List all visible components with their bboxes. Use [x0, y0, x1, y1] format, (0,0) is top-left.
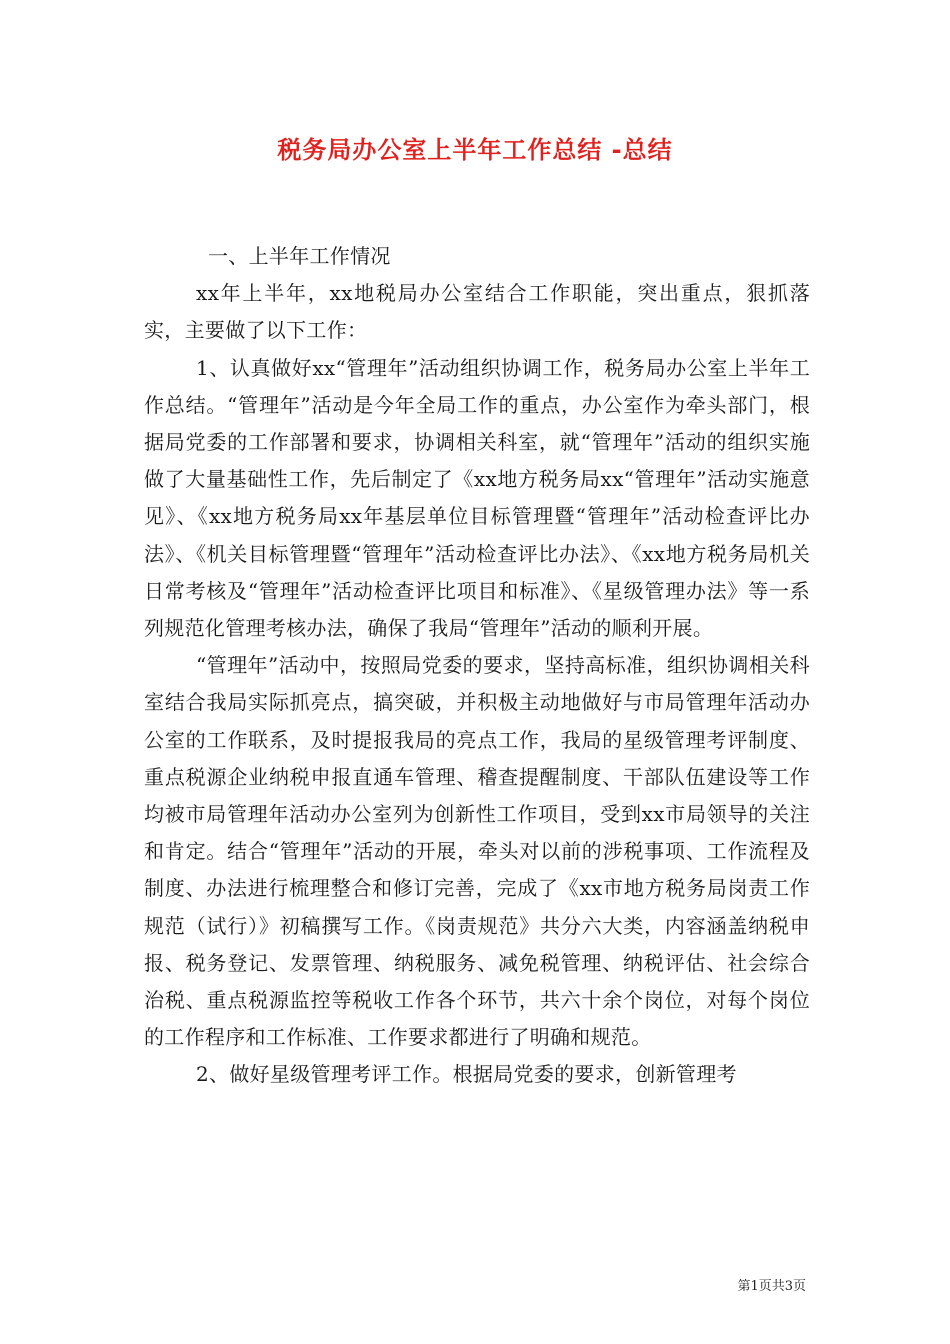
paragraph-item-2: 2、做好星级管理考评工作。根据局党委的要求，创新管理考 [196, 1062, 737, 1087]
document-title: 税务局办公室上半年工作总结 -总结 [277, 136, 673, 164]
paragraph-intro: xx年上半年，xx地税局办公室结合工作职能，突出重点，狠抓落实，主要做了以下工作： [144, 281, 810, 343]
section-heading: 一、上半年工作情况 [208, 244, 391, 268]
page-number: 第1页共3页 [737, 1279, 806, 1294]
paragraph-item-1: 1、认真做好xx“管理年”活动组织协调工作，税务局办公室上半年工作总结。“管理年”活动是今年全局工作的重点，办公室作为牵头部门，根据局党委的工作部署和要求，协调相关科室，就“管理年”活动的组织实施做了大量基础性工作，先后制定了《xx地方税务局xx“管理年”活动实施意见》、《xx地方税务局xx年基层单位目标管理暨“管理年”活动检查评比办法》、《机关目标管理暨“管理年”活动检查评比办法》、《xx地方税务局机关日常考核及“管理年”活动检查评比项目和标准》、《星级管理办法》等一系列规范化管理考核办法，确保了我局“管理年”活动的顺利开展。 [144, 355, 810, 641]
document-body [144, 238, 810, 1094]
paragraph-management-year: “管理年”活动中，按照局党委的要求，坚持高标准，组织协调相关科室结合我局实际抓亮点，搞突破，并积极主动地做好与市局管理年活动办公室的工作联系，及时提报我局的亮点工作，我局的星级管理考评制度、重点税源企业纳税申报直通车管理、稽查提醒制度、干部队伍建设等工作均被市局管理年活动办公室列为创新性工作项目，受到xx市局领导的关注和肯定。结合“管理年”活动的开展，牵头对以前的涉税事项、工作流程及制度、办法进行梳理整合和修订完善，完成了《xx市地方税务局岗责工作规范（试行）》初稿撰写工作。《岗责规范》共分六大类，内容涵盖纳税申报、税务登记、发票管理、纳税服务、减免税管理、纳税评估、社会综合治税、重点税源监控等税收工作各个环节，共六十余个岗位，对每个岗位的工作程序和工作标准、工作要求都进行了明确和规范。 [144, 653, 810, 1050]
